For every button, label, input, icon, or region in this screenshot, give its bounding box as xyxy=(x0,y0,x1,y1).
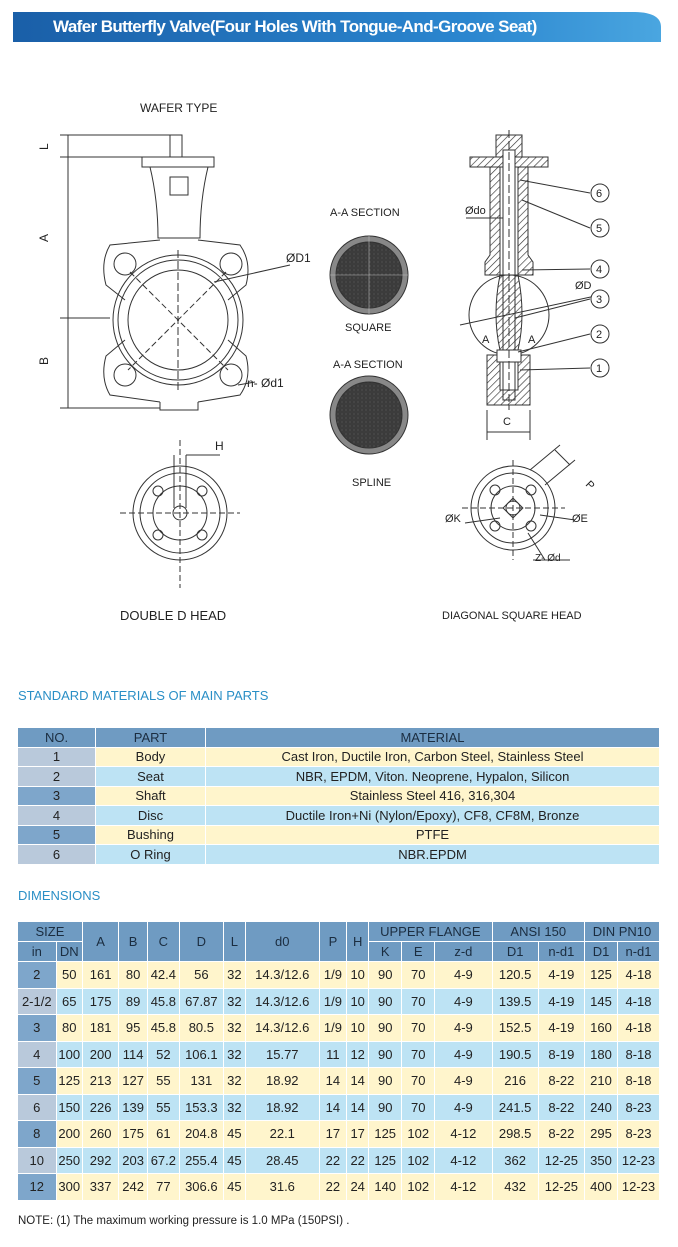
part-name: Body xyxy=(96,747,206,767)
table-cell: 161 xyxy=(82,962,118,989)
table-cell: 4-18 xyxy=(618,1015,660,1042)
table-cell: 8-23 xyxy=(618,1094,660,1121)
hdr-E: E xyxy=(402,942,435,962)
part-name: Bushing xyxy=(96,825,206,845)
table-cell: 14.3/12.6 xyxy=(245,962,319,989)
table-row xyxy=(18,806,660,826)
hdr-ansi-d1: D1 xyxy=(492,942,538,962)
table-cell: 1/9 xyxy=(319,1015,347,1042)
col-part: PART xyxy=(96,728,206,748)
table-cell: 65 xyxy=(56,988,82,1015)
table-cell: 4 xyxy=(18,1041,57,1068)
hdr-P: P xyxy=(319,922,347,962)
table-cell: 22 xyxy=(319,1174,347,1201)
dim-H-label: H xyxy=(215,439,224,453)
table-cell: 152.5 xyxy=(492,1015,538,1042)
hdr-d0: d0 xyxy=(245,922,319,962)
callout-4: 4 xyxy=(596,264,603,276)
table-cell: 8-18 xyxy=(618,1068,660,1095)
table-cell: 210 xyxy=(585,1068,618,1095)
table-cell: 45.8 xyxy=(147,1015,179,1042)
table-row xyxy=(18,1041,660,1068)
materials-table xyxy=(17,727,660,865)
table-row xyxy=(18,1121,660,1148)
table-cell: 70 xyxy=(402,1041,435,1068)
table-cell: 10 xyxy=(347,1015,369,1042)
table-cell: 70 xyxy=(402,1015,435,1042)
table-cell: 139 xyxy=(119,1094,148,1121)
section2-label: SPLINE xyxy=(352,477,392,489)
part-material: Stainless Steel 416, 316,304 xyxy=(206,786,660,806)
callout-3: 3 xyxy=(596,294,603,306)
table-cell: 12-25 xyxy=(538,1147,584,1174)
table-row xyxy=(18,988,660,1015)
table-cell: 52 xyxy=(147,1041,179,1068)
hdr-din-d1: D1 xyxy=(585,942,618,962)
table-cell: 226 xyxy=(82,1094,118,1121)
table-cell: 181 xyxy=(82,1015,118,1042)
table-cell: 2-1/2 xyxy=(18,988,57,1015)
table-cell: 4-19 xyxy=(538,962,584,989)
table-cell: 200 xyxy=(56,1121,82,1148)
table-cell: 242 xyxy=(119,1174,148,1201)
table-row xyxy=(18,1015,660,1042)
callout-5: 5 xyxy=(596,223,603,235)
table-cell: 17 xyxy=(347,1121,369,1148)
hdr-A: A xyxy=(82,922,118,962)
table-cell: 204.8 xyxy=(179,1121,223,1148)
table-cell: 80 xyxy=(119,962,148,989)
table-cell: 131 xyxy=(179,1068,223,1095)
table-cell: 306.6 xyxy=(179,1174,223,1201)
table-cell: 190.5 xyxy=(492,1041,538,1068)
dim-A-label: A xyxy=(37,233,51,242)
table-cell: 80.5 xyxy=(179,1015,223,1042)
table-cell: 12 xyxy=(347,1041,369,1068)
table-cell: 255.4 xyxy=(179,1147,223,1174)
table-cell: 55 xyxy=(147,1068,179,1095)
part-no: 2 xyxy=(18,767,96,787)
table-cell: 2 xyxy=(18,962,57,989)
table-cell: 10 xyxy=(347,962,369,989)
table-cell: 14 xyxy=(347,1068,369,1095)
table-cell: 90 xyxy=(369,1041,402,1068)
table-cell: 90 xyxy=(369,1015,402,1042)
table-cell: 114 xyxy=(119,1041,148,1068)
table-cell: 153.3 xyxy=(179,1094,223,1121)
table-row xyxy=(18,1147,660,1174)
table-cell: 300 xyxy=(56,1174,82,1201)
table-cell: 32 xyxy=(223,1041,245,1068)
diagonal-square-head-label: DIAGONAL SQUARE HEAD xyxy=(442,610,582,622)
table-cell: 241.5 xyxy=(492,1094,538,1121)
col-material: MATERIAL xyxy=(206,728,660,748)
table-cell: 140 xyxy=(369,1174,402,1201)
table-cell: 260 xyxy=(82,1121,118,1148)
table-cell: 12-23 xyxy=(618,1147,660,1174)
table-cell: 17 xyxy=(319,1121,347,1148)
table-cell: 12-25 xyxy=(538,1174,584,1201)
table-cell: 8-18 xyxy=(618,1041,660,1068)
hdr-C: C xyxy=(147,922,179,962)
table-cell: 125 xyxy=(369,1121,402,1148)
table-cell: 5 xyxy=(18,1068,57,1095)
table-cell: 42.4 xyxy=(147,962,179,989)
table-cell: 4-9 xyxy=(435,1068,492,1095)
table-cell: 1/9 xyxy=(319,962,347,989)
part-material: Cast Iron, Ductile Iron, Carbon Steel, Stainless Steel xyxy=(206,747,660,767)
hdr-B: B xyxy=(119,922,148,962)
table-cell: 8-22 xyxy=(538,1068,584,1095)
table-cell: 432 xyxy=(492,1174,538,1201)
double-d-head-view xyxy=(120,439,240,623)
table-cell: 45 xyxy=(223,1174,245,1201)
table-cell: 95 xyxy=(119,1015,148,1042)
table-cell: 292 xyxy=(82,1147,118,1174)
table-cell: 125 xyxy=(56,1068,82,1095)
dim-nd1-label: n- Ød1 xyxy=(247,376,284,390)
table-cell: 67.2 xyxy=(147,1147,179,1174)
dim-B-label: B xyxy=(37,356,51,365)
table-cell: 10 xyxy=(18,1147,57,1174)
table-cell: 4-9 xyxy=(435,1094,492,1121)
table-cell: 89 xyxy=(119,988,148,1015)
part-no: 6 xyxy=(18,845,96,865)
table-cell: 1/9 xyxy=(319,988,347,1015)
table-cell: 400 xyxy=(585,1174,618,1201)
part-no: 1 xyxy=(18,747,96,767)
table-cell: 90 xyxy=(369,1068,402,1095)
table-cell: 45 xyxy=(223,1147,245,1174)
table-cell: 70 xyxy=(402,1094,435,1121)
callout-2: 2 xyxy=(596,329,603,341)
materials-header-row xyxy=(18,728,660,748)
table-cell: 145 xyxy=(585,988,618,1015)
part-no: 5 xyxy=(18,825,96,845)
table-cell: 125 xyxy=(585,962,618,989)
hdr-din: DIN PN10 xyxy=(585,922,660,942)
table-row xyxy=(18,786,660,806)
table-cell: 67.87 xyxy=(179,988,223,1015)
table-cell: 32 xyxy=(223,1068,245,1095)
part-name: Shaft xyxy=(96,786,206,806)
dim-do-label: Ødo xyxy=(465,205,486,217)
part-no: 4 xyxy=(18,806,96,826)
table-cell: 180 xyxy=(585,1041,618,1068)
table-cell: 12-23 xyxy=(618,1174,660,1201)
part-material: NBR.EPDM xyxy=(206,845,660,865)
hdr-ansi: ANSI 150 xyxy=(492,922,585,942)
table-cell: 100 xyxy=(56,1041,82,1068)
page-title: Wafer Butterfly Valve(Four Holes With Tongue-And-Groove Seat) xyxy=(53,17,537,36)
dimensions-table xyxy=(17,921,660,1201)
hdr-dn: DN xyxy=(56,942,82,962)
section-spline xyxy=(330,359,408,489)
section2-title: A-A SECTION xyxy=(333,359,403,371)
table-row xyxy=(18,1094,660,1121)
table-cell: 4-9 xyxy=(435,1041,492,1068)
table-cell: 90 xyxy=(369,962,402,989)
table-cell: 6 xyxy=(18,1094,57,1121)
dim-D-label: ØD xyxy=(575,280,592,292)
table-cell: 15.77 xyxy=(245,1041,319,1068)
section1-label: SQUARE xyxy=(345,322,392,334)
dim-C-label: C xyxy=(503,416,511,428)
table-cell: 127 xyxy=(119,1068,148,1095)
table-cell: 213 xyxy=(82,1068,118,1095)
table-row xyxy=(18,845,660,865)
table-cell: 28.45 xyxy=(245,1147,319,1174)
table-cell: 45.8 xyxy=(147,988,179,1015)
part-name: Seat xyxy=(96,767,206,787)
table-cell: 24 xyxy=(347,1174,369,1201)
table-cell: 102 xyxy=(402,1121,435,1148)
table-cell: 22 xyxy=(347,1147,369,1174)
table-cell: 70 xyxy=(402,1068,435,1095)
table-row xyxy=(18,1174,660,1201)
table-cell: 4-9 xyxy=(435,962,492,989)
table-cell: 175 xyxy=(119,1121,148,1148)
diagonal-square-head-view xyxy=(442,445,597,622)
hdr-L: L xyxy=(223,922,245,962)
table-cell: 11 xyxy=(319,1041,347,1068)
table-cell: 160 xyxy=(585,1015,618,1042)
table-row xyxy=(18,767,660,787)
table-row xyxy=(18,825,660,845)
table-cell: 61 xyxy=(147,1121,179,1148)
table-cell: 31.6 xyxy=(245,1174,319,1201)
table-cell: 150 xyxy=(56,1094,82,1121)
dim-P-label: P xyxy=(582,478,597,493)
wafer-type-label: WAFER TYPE xyxy=(140,101,218,115)
hdr-D: D xyxy=(179,922,223,962)
table-cell: 80 xyxy=(56,1015,82,1042)
table-cell: 45 xyxy=(223,1121,245,1148)
hdr-H: H xyxy=(347,922,369,962)
side-section-view xyxy=(460,130,609,440)
hdr-size: SIZE xyxy=(18,922,83,942)
table-cell: 350 xyxy=(585,1147,618,1174)
table-cell: 139.5 xyxy=(492,988,538,1015)
table-cell: 12 xyxy=(18,1174,57,1201)
table-cell: 14 xyxy=(319,1068,347,1095)
table-cell: 56 xyxy=(179,962,223,989)
table-cell: 18.92 xyxy=(245,1094,319,1121)
table-row xyxy=(18,747,660,767)
table-cell: 77 xyxy=(147,1174,179,1201)
part-material: NBR, EPDM, Viton. Neoprene, Hypalon, Silicon xyxy=(206,767,660,787)
table-cell: 22.1 xyxy=(245,1121,319,1148)
dim-E-label: ØE xyxy=(572,513,588,525)
table-cell: 362 xyxy=(492,1147,538,1174)
table-cell: 4-18 xyxy=(618,962,660,989)
table-cell: 32 xyxy=(223,988,245,1015)
sec-A-left-label: A xyxy=(482,334,490,346)
part-material: Ductile Iron+Ni (Nylon/Epoxy), CF8, CF8M, Bronze xyxy=(206,806,660,826)
hdr-upper-flange: UPPER FLANGE xyxy=(369,922,492,942)
table-cell: 216 xyxy=(492,1068,538,1095)
table-cell: 32 xyxy=(223,1015,245,1042)
table-cell: 70 xyxy=(402,988,435,1015)
part-name: O Ring xyxy=(96,845,206,865)
table-cell: 4-12 xyxy=(435,1174,492,1201)
table-cell: 32 xyxy=(223,962,245,989)
table-cell: 70 xyxy=(402,962,435,989)
table-row xyxy=(18,962,660,989)
table-cell: 50 xyxy=(56,962,82,989)
table-cell: 14 xyxy=(347,1094,369,1121)
table-cell: 4-12 xyxy=(435,1147,492,1174)
table-cell: 175 xyxy=(82,988,118,1015)
table-cell: 90 xyxy=(369,1094,402,1121)
table-cell: 4-19 xyxy=(538,988,584,1015)
table-cell: 10 xyxy=(347,988,369,1015)
part-name: Disc xyxy=(96,806,206,826)
dim-D1-label: ØD1 xyxy=(286,251,311,265)
table-cell: 8-23 xyxy=(618,1121,660,1148)
table-cell: 250 xyxy=(56,1147,82,1174)
dim-header-row-1 xyxy=(18,922,660,942)
section-square xyxy=(330,207,408,334)
footnote: NOTE: (1) The maximum working pressure is 1.0 MPa (150PSI) . xyxy=(18,1215,350,1227)
table-cell: 4-12 xyxy=(435,1121,492,1148)
double-d-head-label: DOUBLE D HEAD xyxy=(120,608,227,623)
table-cell: 8-22 xyxy=(538,1121,584,1148)
table-cell: 295 xyxy=(585,1121,618,1148)
table-cell: 90 xyxy=(369,988,402,1015)
table-cell: 14.3/12.6 xyxy=(245,1015,319,1042)
table-cell: 200 xyxy=(82,1041,118,1068)
dim-K-label: ØK xyxy=(445,513,461,525)
hdr-zd: z-d xyxy=(435,942,492,962)
dim-zd-label: Z- Ød xyxy=(535,553,561,564)
table-cell: 8 xyxy=(18,1121,57,1148)
table-cell: 102 xyxy=(402,1174,435,1201)
callout-1: 1 xyxy=(596,363,603,375)
table-cell: 14 xyxy=(319,1094,347,1121)
table-cell: 4-9 xyxy=(435,1015,492,1042)
table-cell: 106.1 xyxy=(179,1041,223,1068)
table-cell: 4-9 xyxy=(435,988,492,1015)
table-cell: 14.3/12.6 xyxy=(245,988,319,1015)
materials-heading: STANDARD MATERIALS OF MAIN PARTS xyxy=(18,688,269,703)
table-cell: 18.92 xyxy=(245,1068,319,1095)
hdr-din-nd1: n-d1 xyxy=(618,942,660,962)
table-cell: 32 xyxy=(223,1094,245,1121)
section1-title: A-A SECTION xyxy=(330,207,400,219)
dimensions-heading: DIMENSIONS xyxy=(18,888,101,903)
part-no: 3 xyxy=(18,786,96,806)
table-cell: 102 xyxy=(402,1147,435,1174)
callout-6: 6 xyxy=(596,188,603,200)
table-cell: 55 xyxy=(147,1094,179,1121)
table-cell: 4-19 xyxy=(538,1015,584,1042)
table-cell: 8-22 xyxy=(538,1094,584,1121)
table-cell: 120.5 xyxy=(492,962,538,989)
hdr-ansi-nd1: n-d1 xyxy=(538,942,584,962)
sec-A-right-label: A xyxy=(528,334,536,346)
table-cell: 125 xyxy=(369,1147,402,1174)
part-material: PTFE xyxy=(206,825,660,845)
table-cell: 298.5 xyxy=(492,1121,538,1148)
dim-L-label: L xyxy=(37,143,51,150)
hdr-in: in xyxy=(18,942,57,962)
col-no: NO. xyxy=(18,728,96,748)
table-cell: 337 xyxy=(82,1174,118,1201)
table-cell: 4-18 xyxy=(618,988,660,1015)
technical-drawing xyxy=(0,45,678,645)
table-cell: 203 xyxy=(119,1147,148,1174)
table-cell: 3 xyxy=(18,1015,57,1042)
table-cell: 22 xyxy=(319,1147,347,1174)
hdr-K: K xyxy=(369,942,402,962)
table-cell: 8-19 xyxy=(538,1041,584,1068)
title-banner xyxy=(13,12,661,42)
wafer-front-view xyxy=(37,101,311,410)
table-row xyxy=(18,1068,660,1095)
table-cell: 240 xyxy=(585,1094,618,1121)
